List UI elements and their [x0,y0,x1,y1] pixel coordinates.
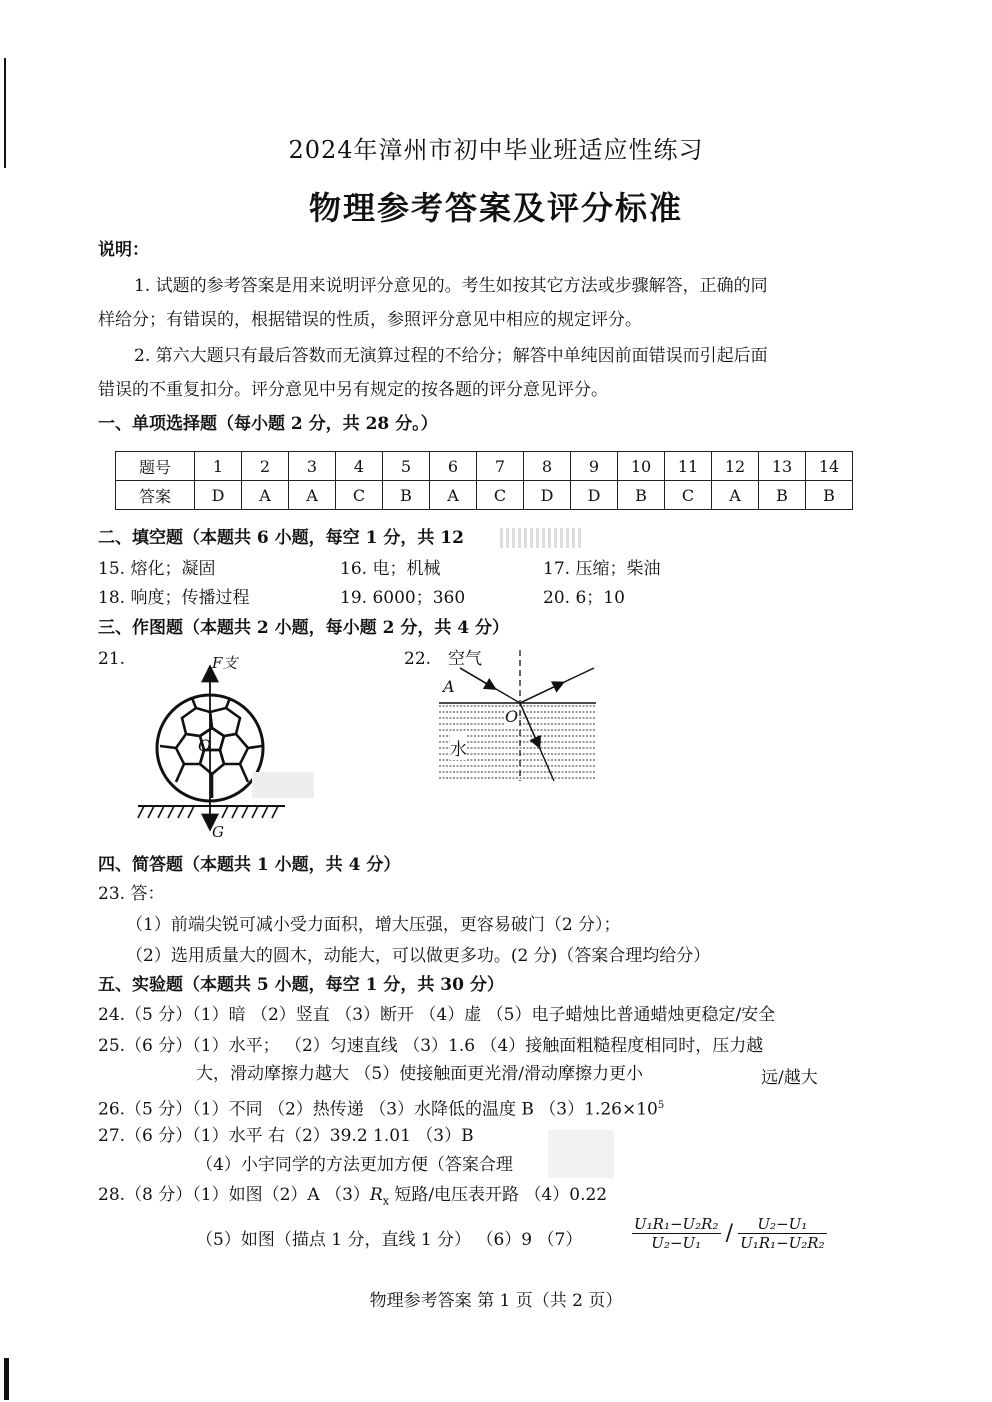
answer-cell: D [571,481,618,510]
note-1-line-1: 1. 试题的参考答案是用来说明评分意见的。考生如按其它方法或步骤解答，正确的同 [134,276,768,296]
answer-cell: B [806,481,853,510]
answer-q20: 20. 6；10 [543,588,625,608]
fraction-1-denominator: U₂−U₁ [651,1234,702,1252]
answer-cell: C [477,481,524,510]
scan-smudge [252,772,314,798]
formula-fraction-2 [738,1215,827,1252]
point-o-label: O [505,707,519,726]
answer-q24: 24.（5 分）（1）暗 （2）竖直 （3）断开 （4）虚 （5）电子蜡烛比普通蜡烛更稳定/安全 [98,1005,776,1025]
fraction-1-numerator: U₁R₁−U₂R₂ [634,1215,719,1233]
question-number-cell: 1 [195,452,242,481]
question-number-cell: 6 [430,452,477,481]
answer-cell: B [618,481,665,510]
answer-q26-text: 26.（5 分）（1）不同 （2）热传递 （3）水降低的温度 B （3）1.26×10 [98,1099,658,1120]
answer-q28-text-b: 短路/电压表开路 （4）0.22 [388,1185,608,1205]
answer-q28-line1 [98,1183,607,1213]
fraction-2-denominator: U₁R₁−U₂R₂ [740,1234,825,1252]
fraction-2-numerator: U₂−U₁ [738,1215,827,1234]
formula-fraction-1 [632,1215,721,1252]
answer-cell: B [383,481,430,510]
water-label: 水 [450,735,467,760]
ball-center-label: O [198,736,212,755]
question-number-cell: 5 [383,452,430,481]
figure-21-ball-forces [130,648,320,843]
answer-q25-line1: 25.（6 分）（1）水平； （2）匀速直线 （3）1.6 （4）接触面粗糙程度相同时，压力越 [98,1036,764,1056]
answer-cell: A [289,481,336,510]
figure-22-refraction [436,648,616,783]
answer-q25-line2-tail: 远/越大 [761,1068,818,1088]
answer-cell: C [336,481,383,510]
answer-q28-formula [632,1215,827,1252]
exam-title: 物理参考答案及评分标准 [308,189,683,227]
question-number-cell: 13 [759,452,806,481]
answer-cell: A [712,481,759,510]
note-1-line-2: 样给分；有错误的，根据错误的性质，参照评分意见中相应的规定评分。 [98,310,642,330]
page-footer: 物理参考答案 第 1 页（共 2 页） [369,1291,623,1311]
answer-q16: 16. 电；机械 [340,559,441,579]
answer-q18: 18. 响度；传播过程 [98,588,250,608]
answer-cell: C [665,481,712,510]
scan-smudge [500,528,582,548]
answer-cell: B [759,481,806,510]
reflected-ray-arrow [520,684,560,703]
gravity-label: G [212,823,224,841]
question-number-cell: 12 [712,452,759,481]
answer-q27-line2: （4）小宇同学的方法更加方便（答案合理 [196,1155,513,1175]
question-number-cell: 11 [665,452,712,481]
question-22-number: 22. [404,649,432,669]
support-force-label: F支 [212,654,238,672]
question-number-cell: 2 [242,452,289,481]
answer-cell: D [195,481,242,510]
scan-smudge [548,1130,614,1178]
answer-q28-text-a: 28.（8 分）（1）如图（2）A （3） [98,1185,370,1205]
formula-separator: / [725,1221,734,1246]
section-2-heading: 二、填空题（本题共 6 小题，每空 1 分，共 12 [98,528,464,548]
choice-answer-table [115,451,853,510]
answer-q26-exponent: 5 [657,1100,665,1111]
point-a-label: A [443,677,455,696]
answer-q17: 17. 压缩；柴油 [543,559,661,579]
answer-row [116,481,853,510]
question-21-number: 21. [98,649,126,669]
question-number-cell: 14 [806,452,853,481]
question-number-row [116,452,853,481]
note-2-line-1: 2. 第六大题只有最后答数而无演算过程的不给分；解答中单纯因前面错误而引起后面 [134,346,768,366]
section-3-heading: 三、作图题（本题共 2 小题，每小题 2 分，共 4 分） [98,618,509,638]
resistor-rx-symbol: R [369,1185,383,1205]
question-number-cell: 8 [524,452,571,481]
table-header-number: 题号 [116,452,195,481]
question-number-cell: 4 [336,452,383,481]
answer-cell: D [524,481,571,510]
answer-q23-part2: （2）选用质量大的圆木，动能大，可以做更多功。(2 分)（答案合理均给分） [126,946,711,966]
answer-q23-label: 23. 答： [98,884,165,904]
section-4-heading: 四、简答题（本题共 1 小题，共 4 分） [98,855,401,875]
table-header-answer: 答案 [116,481,195,510]
question-number-cell: 7 [477,452,524,481]
answer-q19: 19. 6000；360 [340,588,466,608]
answer-q27-line1: 27.（6 分）（1）水平 右（2）39.2 1.01 （3）B [98,1126,474,1146]
answer-cell: A [430,481,477,510]
exam-subtitle: 2024年漳州市初中毕业班适应性练习 [288,136,704,164]
answer-q28-line2: （5）如图（描点 1 分，直线 1 分） （6）9 （7） [196,1230,583,1250]
answer-q15: 15. 熔化；凝固 [98,559,216,579]
note-2-line-2: 错误的不重复扣分。评分意见中另有规定的按各题的评分意见评分。 [98,380,608,400]
ground-hatching [138,806,278,818]
resistor-rx-subscript: x [382,1194,389,1208]
answer-q25-line2: 大，滑动摩擦力越大 （5）使接触面更光滑/滑动摩擦力更小 [196,1064,643,1084]
incident-ray-arrow [460,668,492,687]
section-1-heading: 一、单项选择题（每小题 2 分，共 28 分。） [98,414,438,434]
scan-edge-line-bottom [4,1358,9,1400]
answer-q26 [98,1094,664,1122]
question-number-cell: 10 [618,452,665,481]
air-label: 空气 [448,649,482,669]
question-number-cell: 9 [571,452,618,481]
answer-q23-part1: （1）前端尖锐可减小受力面积，增大压强，更容易破门（2 分）； [126,915,621,935]
section-5-heading: 五、实验题（本题共 5 小题，每空 1 分，共 30 分） [98,975,504,995]
answer-cell: A [242,481,289,510]
question-number-cell: 3 [289,452,336,481]
notes-label: 说明： [98,240,149,260]
